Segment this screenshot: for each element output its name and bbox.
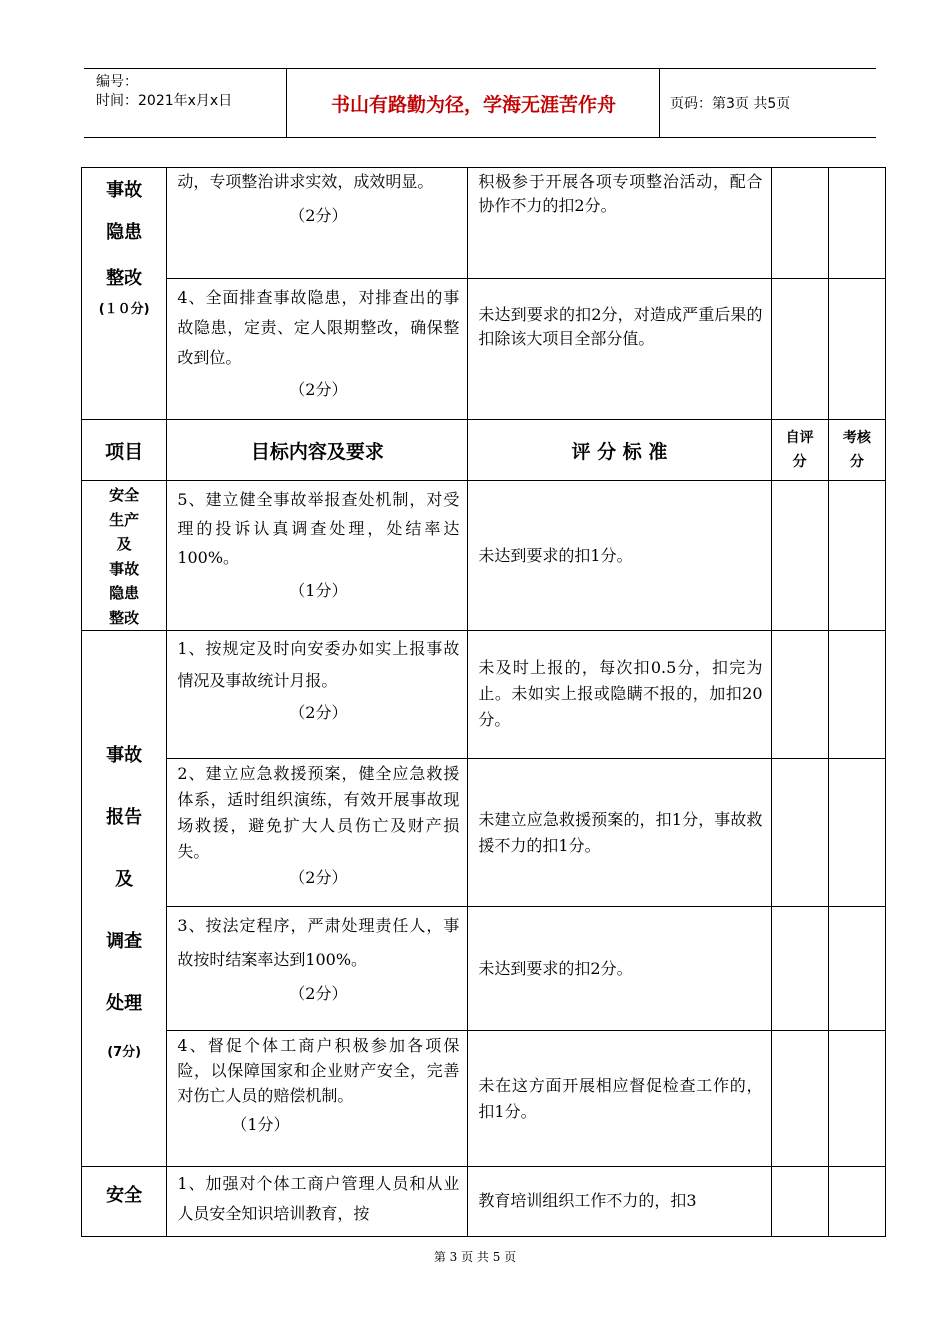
standard-text: 未达到要求的扣1分。 [478,545,633,565]
header-meta [84,69,287,137]
column-header-check-line: 考核 [842,430,871,446]
self-score-cell[interactable] [771,631,828,759]
goal-cell [167,481,468,631]
self-score-cell[interactable] [771,481,828,631]
document-time-label: 时间：2021年x月x日 [96,93,233,109]
project-title-line: 整改 [109,608,140,627]
goal-text: 1、加强对个体工商户管理人员和从业人员安全知识培训教育，按 [177,1174,460,1223]
project-cell-safety [82,1167,167,1237]
column-header-self-line: 分 [792,454,807,470]
standard-text: 未达到要求的扣2分，对造成严重后果的扣除该大项目全部分值。 [478,305,763,348]
project-cell-safety-production [82,481,167,631]
project-score: (１０分) [98,302,150,317]
project-title-line: 隐患 [106,222,143,243]
goal-text: 3、按法定程序，严肃处理责任人，事故按时结案率达到100%。 [177,916,460,969]
project-title-line: 事故 [109,559,140,578]
project-title-line: 安全 [106,1185,143,1206]
goal-cell [167,1031,468,1167]
self-score-cell[interactable] [771,759,828,907]
assessment-table [81,167,886,1237]
goal-cell [167,759,468,907]
standard-cell [468,759,771,907]
standard-text: 教育培训组织工作不力的，扣3 [478,1191,697,1210]
project-title-line: 生产 [109,510,140,529]
goal-text: 动，专项整治讲求实效，成效明显。 [177,172,434,191]
table-row [82,907,886,1031]
standard-cell [468,631,771,759]
document-number-label: 编号： [96,74,138,90]
self-score-cell[interactable] [771,1167,828,1237]
goal-cell [167,631,468,759]
standard-text: 未及时上报的，每次扣0.5分，扣完为止。未如实上报或隐瞒不报的，加扣20分。 [478,658,763,729]
check-score-cell[interactable] [828,481,885,631]
goal-text: 5、建立健全事故举报查处机制，对受理的投诉认真调查处理，处结率达100%。 [177,490,460,567]
check-score-cell[interactable] [828,1167,885,1237]
goal-points: （2分） [289,984,348,1003]
goal-text: 4、全面排查事故隐患，对排查出的事故隐患，定责、定人限期整改，确保整改到位。 [177,288,460,367]
column-header-check-score [828,420,885,481]
check-score-cell[interactable] [828,907,885,1031]
self-score-cell[interactable] [771,168,828,279]
table-row [82,1167,886,1237]
project-cell-accident-report [82,631,167,1167]
table-row [82,279,886,420]
table-row [82,759,886,907]
self-score-cell[interactable] [771,907,828,1031]
standard-cell [468,481,771,631]
self-score-cell[interactable] [771,279,828,420]
standard-cell [468,1031,771,1167]
table-row [82,631,886,759]
standard-cell [468,1167,771,1237]
table-row [82,168,886,279]
column-header-self-line: 自评 [785,430,814,446]
goal-points: （2分） [289,703,348,722]
standard-cell [468,907,771,1031]
project-title-line: 事故 [106,180,143,201]
project-title-line: 处理 [106,993,143,1014]
goal-text: 4、督促个体工商户积极参加各项保险，以保障国家和企业财产安全，完善对伤亡人员的赔偿机制。 [177,1036,460,1105]
goal-points: （2分） [289,380,348,399]
project-title-line: 安全 [109,486,140,504]
goal-cell [167,1167,468,1237]
project-title-line: 及 [116,535,132,553]
self-score-cell[interactable] [771,1031,828,1167]
column-header-goal: 目标内容及要求 [167,420,468,481]
project-cell-hazard-rectification [82,168,167,420]
project-title-line: 调查 [106,931,143,952]
project-title-line: 报告 [106,807,143,828]
page-footer: 第 3 页 共 5 页 [433,1250,517,1264]
goal-cell [167,279,468,420]
page-header [84,68,876,138]
standard-text: 积极参于开展各项专项整治活动，配合协作不力的扣2分。 [478,172,763,215]
project-title-line: 隐患 [109,584,140,602]
check-score-cell[interactable] [828,631,885,759]
goal-points: （1分） [231,1115,290,1134]
project-score: (7分) [107,1045,142,1060]
column-header-self-score [771,420,828,481]
header-page-info: 页码：第3页 共5页 [670,96,791,112]
project-title-line: 整改 [106,268,143,289]
check-score-cell[interactable] [828,279,885,420]
check-score-cell[interactable] [828,759,885,907]
column-header-check-line: 分 [849,454,864,470]
standard-cell [468,168,771,279]
standard-text: 未在这方面开展相应督促检查工作的，扣1分。 [478,1075,763,1121]
table-header-row [82,420,886,481]
goal-points: （2分） [289,206,348,225]
goal-points: （2分） [289,868,348,887]
column-header-project: 项目 [82,420,167,481]
goal-text: 1、按规定及时向安委办如实上报事故情况及事故统计月报。 [177,639,460,690]
goal-points: （1分） [289,581,348,600]
goal-text: 2、建立应急救援预案，健全应急救援体系，适时组织演练，有效开展事故现场救援，避免扩大人员伤亡及财产损失。 [177,764,460,861]
table-row [82,1031,886,1167]
project-title-line: 及 [115,869,134,890]
standard-text: 未达到要求的扣2分。 [478,958,633,978]
project-title-line: 事故 [106,745,143,766]
check-score-cell[interactable] [828,168,885,279]
goal-cell [167,907,468,1031]
standard-text: 未建立应急救援预案的，扣1分，事故救援不力的扣1分。 [478,809,763,855]
column-header-standard: 评 分 标 准 [468,420,771,481]
standard-cell [468,279,771,420]
header-motto: 书山有路勤为径，学海无涯苦作舟 [288,69,660,137]
table-row [82,481,886,631]
check-score-cell[interactable] [828,1031,885,1167]
goal-cell [167,168,468,279]
